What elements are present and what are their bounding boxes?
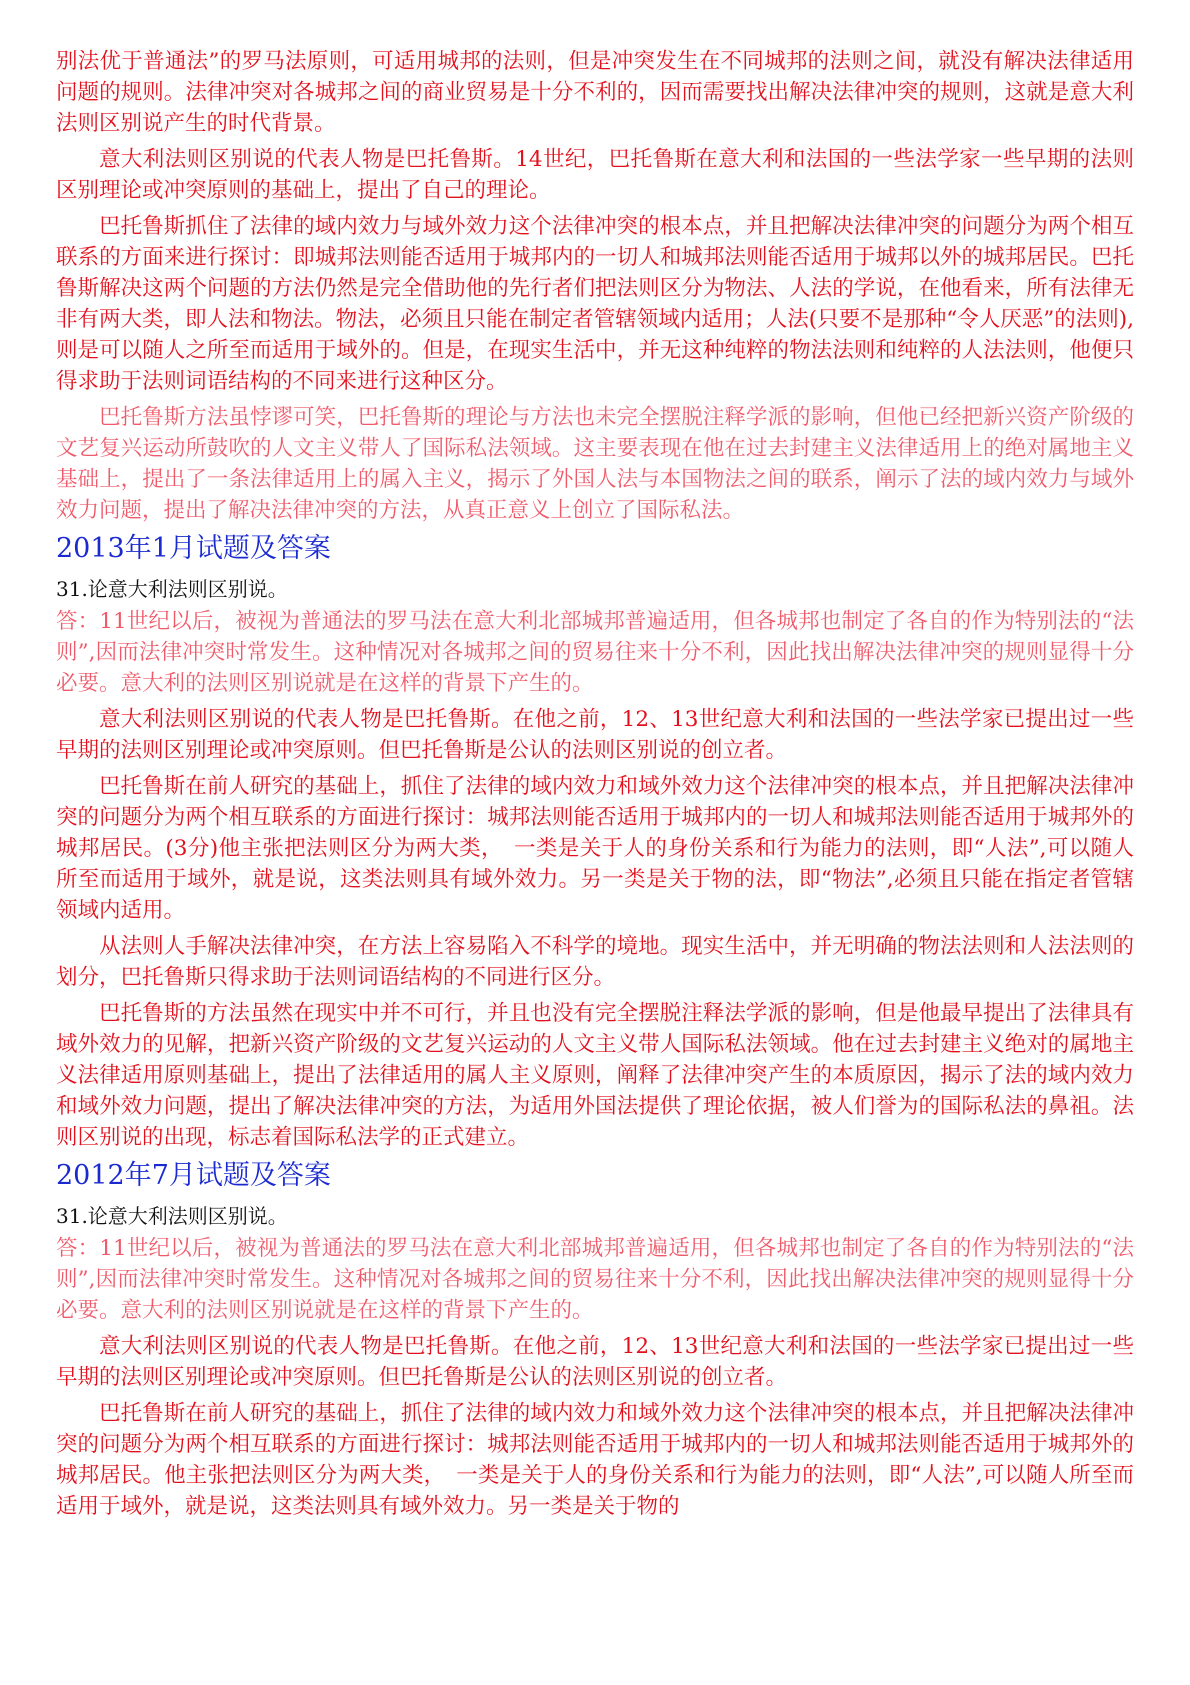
question-2012-31: 31.论意大利法则区别说。 — [56, 1204, 288, 1228]
section-heading-2012-jul: 2012年7月试题及答案 — [56, 1160, 331, 1191]
intro-paragraph-2: 意大利法则区别说的代表人物是巴托鲁斯。14世纪，巴托鲁斯在意大利和法国的一些法学家一些早期的法则区别理论或冲突原则的基础上，提出了自己的理论。 — [56, 147, 1134, 203]
answer-2013-paragraph-3: 巴托鲁斯在前人研究的基础上，抓住了法律的域内效力和域外效力这个法律冲突的根本点，并且把解决法律冲突的问题分为两个相互联系的方面进行探讨：城邦法则能否适用于城邦内的一切人和城邦法则能否适用于城邦外的城邦居民。(3分)他主张把法则区分为两大类， 一类是关于人的身份关系和行为能力的法则，即“人法”,可以随人所至而适用于域外，就是说，这类法则具有域外效力。另一类是关于物的法，即“物法”,必须且只能在指定者管辖领域内适用。 — [56, 774, 1134, 923]
answer-2013-paragraph-5: 巴托鲁斯的方法虽然在现实中并不可行，并且也没有完全摆脱注释法学派的影响，但是他最早提出了法律具有域外效力的见解，把新兴资产阶级的文艺复兴运动的人文主义带人国际私法领域。他在过去封建主义绝对的属地主义法律适用原则基础上，提出了法律适用的属人主义原则，阐释了法律冲突产生的本质原因，揭示了法的域内效力和域外效力问题，提出了解决法律冲突的方法，为适用外国法提供了理论依据，被人们誉为的国际私法的鼻祖。法则区别说的出现，标志着国际私法学的正式建立。 — [56, 1001, 1134, 1150]
answer-2013-paragraph-1: 答：11世纪以后，被视为普通法的罗马法在意大利北部城邦普遍适用，但各城邦也制定了各自的作为特别法的“法则”,因而法律冲突时常发生。这种情况对各城邦之间的贸易往来十分不利，因此找出解决法律冲突的规则显得十分必要。意大利的法则区别说就是在这样的背景下产生的。 — [56, 609, 1134, 696]
answer-2012-paragraph-3: 巴托鲁斯在前人研究的基础上，抓住了法律的域内效力和域外效力这个法律冲突的根本点，并且把解决法律冲突的问题分为两个相互联系的方面进行探讨：城邦法则能否适用于城邦内的一切人和城邦法则能否适用于城邦外的城邦居民。他主张把法则区分为两大类， 一类是关于人的身份关系和行为能力的法则，即“人法”,可以随人所至而适用于域外，就是说，这类法则具有域外效力。另一类是关于物的 — [56, 1401, 1134, 1519]
intro-paragraph-3: 巴托鲁斯抓住了法律的域内效力与域外效力这个法律冲突的根本点，并且把解决法律冲突的问题分为两个相互联系的方面来进行探讨：即城邦法则能否适用于城邦内的一切人和城邦法则能否适用于城邦以外的城邦居民。巴托鲁斯解决这两个问题的方法仍然是完全借助他的先行者们把法则区分为物法、人法的学说，在他看来，所有法律无非有两大类，即人法和物法。物法，必须且只能在制定者管辖领域内适用；人法(只要不是那种“令人厌恶”的法则),则是可以随人之所至而适用于域外的。但是，在现实生活中，并无这种纯粹的物法法则和纯粹的人法法则，他便只得求助于法则词语结构的不同来进行这种区分。 — [56, 214, 1134, 394]
answer-2012-paragraph-1: 答：11世纪以后，被视为普通法的罗马法在意大利北部城邦普遍适用，但各城邦也制定了各自的作为特别法的“法则”,因而法律冲突时常发生。这种情况对各城邦之间的贸易往来十分不利，因此找出解决法律冲突的规则显得十分必要。意大利的法则区别说就是在这样的背景下产生的。 — [56, 1236, 1134, 1323]
intro-paragraph-4: 巴托鲁斯方法虽悖谬可笑，巴托鲁斯的理论与方法也未完全摆脱注释学派的影响，但他已经把新兴资产阶级的文艺复兴运动所鼓吹的人文主义带人了国际私法领域。这主要表现在他在过去封建主义法律适用上的绝对属地主义基础上，提出了一条法律适用上的属入主义，揭示了外国人法与本国物法之间的联系，阐示了法的域内效力与域外效力问题，提出了解决法律冲突的方法，从真正意义上创立了国际私法。 — [56, 405, 1134, 523]
answer-2013-paragraph-2: 意大利法则区别说的代表人物是巴托鲁斯。在他之前，12、13世纪意大利和法国的一些法学家已提出过一些早期的法则区别理论或冲突原则。但巴托鲁斯是公认的法则区别说的创立者。 — [56, 707, 1134, 763]
document-page — [56, 46, 1134, 1522]
intro-paragraph-1: 别法优于普通法”的罗马法原则，可适用城邦的法则，但是冲突发生在不同城邦的法则之间，就没有解决法律适用问题的规则。法律冲突对各城邦之间的商业贸易是十分不利的，因而需要找出解决法律冲突的规则，这就是意大利法则区别说产生的时代背景。 — [56, 49, 1134, 136]
section-heading-2013-jan: 2013年1月试题及答案 — [56, 533, 331, 564]
answer-2013-paragraph-4: 从法则人手解决法律冲突，在方法上容易陷入不科学的境地。现实生活中，并无明确的物法法则和人法法则的划分，巴托鲁斯只得求助于法则词语结构的不同进行区分。 — [56, 934, 1134, 990]
answer-2012-paragraph-2: 意大利法则区别说的代表人物是巴托鲁斯。在他之前，12、13世纪意大利和法国的一些法学家已提出过一些早期的法则区别理论或冲突原则。但巴托鲁斯是公认的法则区别说的创立者。 — [56, 1334, 1134, 1390]
question-2013-31: 31.论意大利法则区别说。 — [56, 577, 288, 601]
